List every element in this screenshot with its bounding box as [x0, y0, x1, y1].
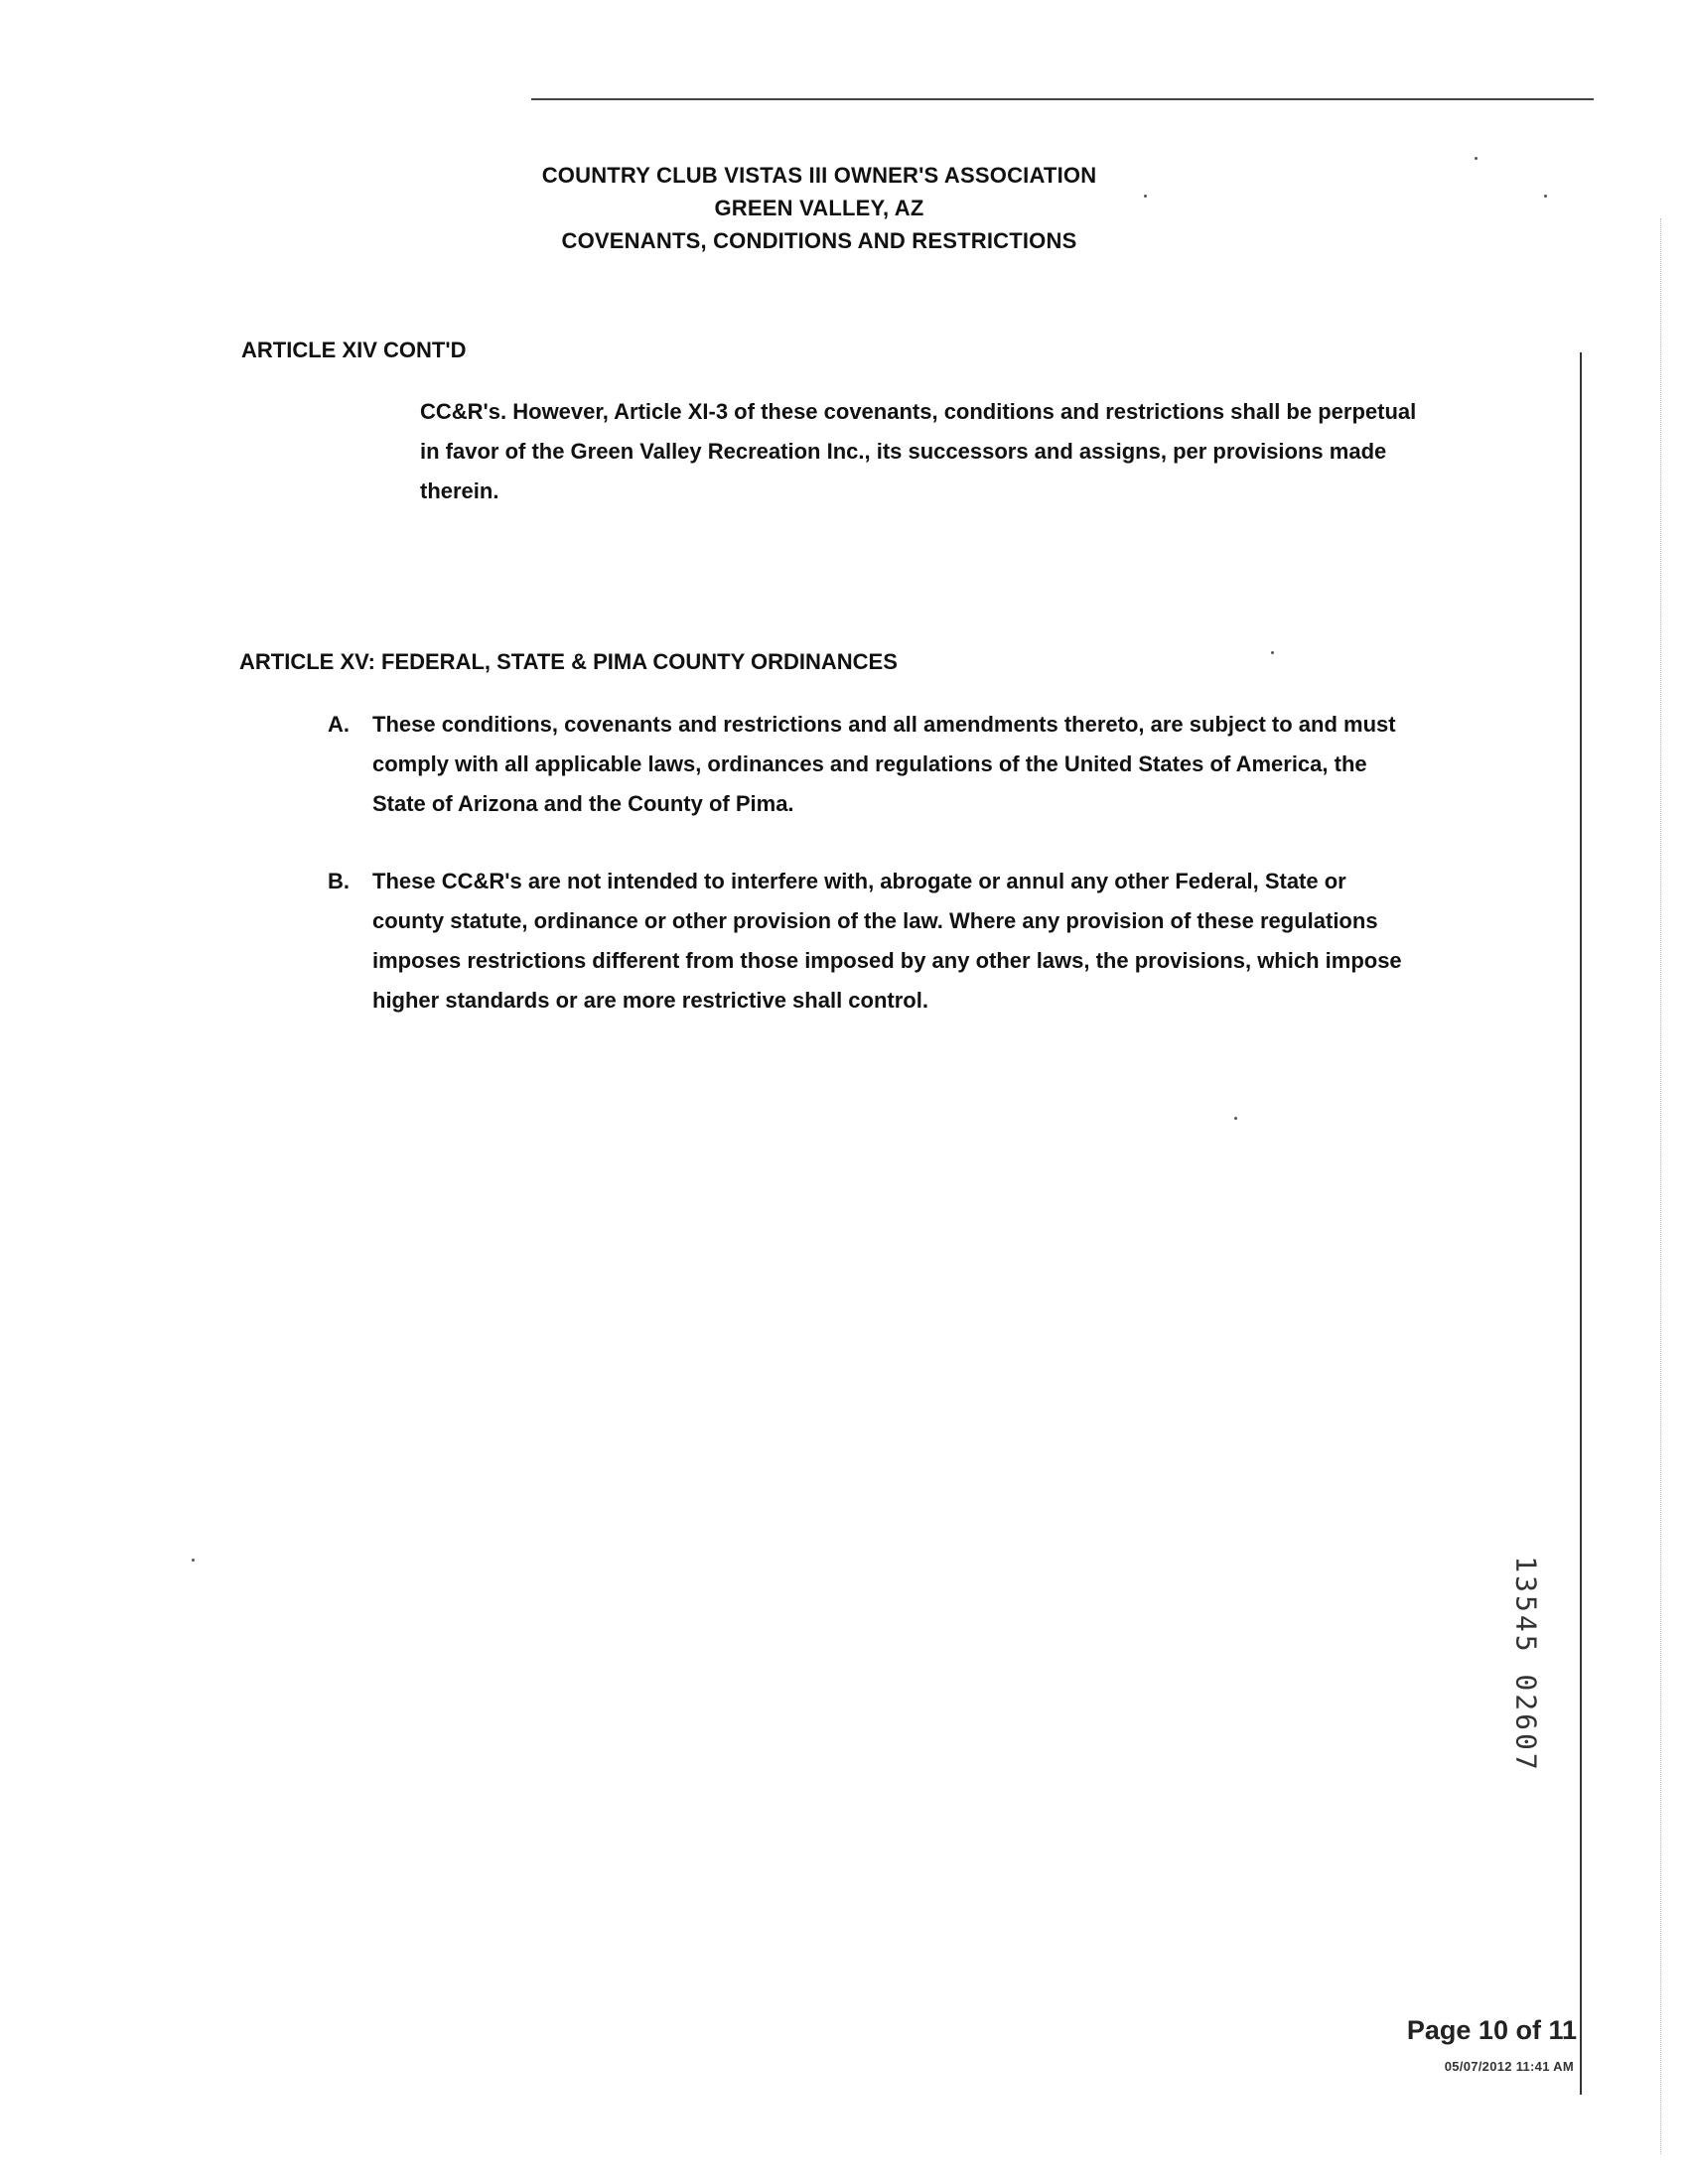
scan-speck [1144, 195, 1147, 198]
article-xiv-heading: ARTICLE XIV CONT'D [241, 338, 467, 362]
article-xiv-paragraph [420, 392, 1542, 511]
header-location: GREEN VALLEY, AZ [714, 196, 924, 220]
scan-edge [1660, 218, 1661, 2154]
item-letter: B. [328, 869, 350, 893]
header-title: COVENANTS, CONDITIONS AND RESTRICTIONS [561, 228, 1077, 253]
document-header [0, 159, 1638, 257]
item-line: State of Arizona and the County of Pima. [372, 791, 794, 816]
item-text [372, 705, 1470, 824]
scan-speck [1544, 195, 1547, 198]
header-association: COUNTRY CLUB VISTAS III OWNER'S ASSOCIATION [541, 163, 1097, 188]
article-xv-item-a [328, 705, 1470, 824]
scan-speck [1475, 157, 1478, 160]
item-line: These CC&R's are not intended to interfere with, abrogate or annul any other Federal, State or [372, 869, 1346, 893]
article-xv-item-b [328, 862, 1470, 1021]
paragraph-line: CC&R's. However, Article XI-3 of these covenants, conditions and restrictions shall be perpetual [420, 399, 1417, 424]
binding-rule [1580, 352, 1582, 2095]
paragraph-line: in favor of the Green Valley Recreation Inc., its successors and assigns, per provisions made [420, 439, 1387, 464]
page-number: Page 10 of 11 [1406, 2015, 1577, 2045]
top-rule [531, 98, 1594, 100]
item-line: These conditions, covenants and restrictions and all amendments thereto, are subject to and must [372, 712, 1396, 737]
article-xv-heading: ARTICLE XV: FEDERAL, STATE & PIMA COUNTY ORDINANCES [239, 649, 898, 674]
paragraph-line: therein. [420, 478, 499, 503]
print-datetime: 05/07/2012 11:41 AM [1444, 2059, 1574, 2074]
item-text [372, 862, 1470, 1021]
scan-speck [1234, 1117, 1237, 1120]
recording-number: 13545 02607 [1509, 1556, 1543, 1773]
item-letter: A. [328, 712, 350, 737]
item-line: comply with all applicable laws, ordinances and regulations of the United States of America, the [372, 751, 1367, 776]
scan-speck [1271, 651, 1274, 654]
item-line: imposes restrictions different from those imposed by any other laws, the provisions, which impose [372, 948, 1402, 973]
item-line: higher standards or are more restrictive shall control. [372, 988, 928, 1013]
recording-stamp [1499, 1549, 1559, 1797]
item-line: county statute, ordinance or other provision of the law. Where any provision of these regulations [372, 908, 1378, 933]
scan-speck [192, 1559, 195, 1562]
